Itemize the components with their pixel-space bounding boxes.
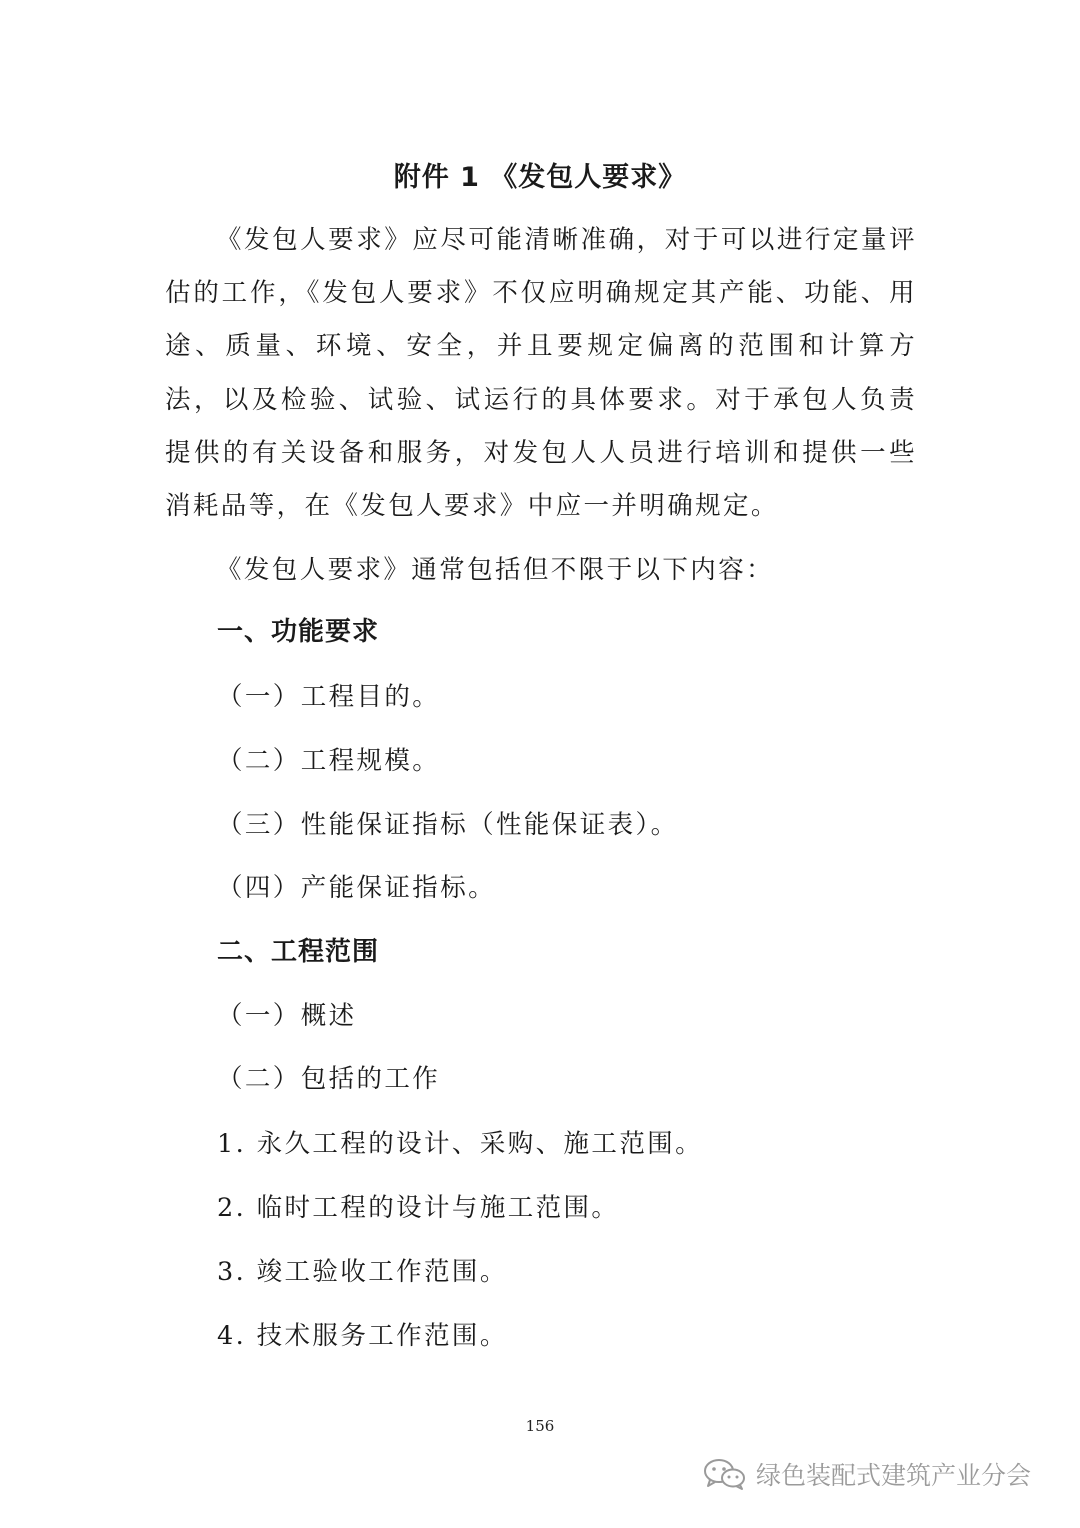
numbered-item: 3. 竣工验收工作范围。 (217, 1257, 508, 1287)
wechat-icon (702, 1457, 748, 1491)
watermark-text: 绿色装配式建筑产业分会 (756, 1461, 1032, 1490)
section-heading-function: 一、功能要求 (217, 617, 380, 647)
list-item: （三）性能保证指标（性能保证表）。 (217, 810, 679, 840)
page-number: 156 (525, 1417, 555, 1435)
list-item: （一）工程目的。 (217, 682, 441, 712)
section-heading-scope: 二、工程范围 (217, 937, 380, 967)
list-item: （二）工程规模。 (217, 746, 441, 776)
list-item: （二）包括的工作 (217, 1064, 441, 1094)
numbered-item: 1. 永久工程的设计、采购、施工范围。 (217, 1129, 704, 1159)
list-item: （一）概述 (217, 1001, 357, 1031)
intro-paragraph: 《发包人要求》应尽可能清晰准确，对于可以进行定量评估的工作，《发包人要求》不仅应明确规定其产能、功能、用途、质量、环境、安全，并且要规定偏离的范围和计算方法，以及检验、试验、试运行的具体要求。对于承包人负责提供的有关设备和服务，对发包人人员进行培训和提供一些消耗品等，在《发包人要求》中应一并明确规定。 (165, 225, 917, 522)
numbered-item: 2. 临时工程的设计与施工范围。 (217, 1193, 620, 1223)
list-item: （四）产能保证指标。 (217, 873, 497, 903)
contents-intro-paragraph: 《发包人要求》通常包括但不限于以下内容： (216, 555, 775, 585)
watermark (702, 1454, 1031, 1494)
numbered-item: 4. 技术服务工作范围。 (217, 1321, 508, 1351)
document-title: 附件 1 《发包人要求》 (393, 162, 687, 193)
